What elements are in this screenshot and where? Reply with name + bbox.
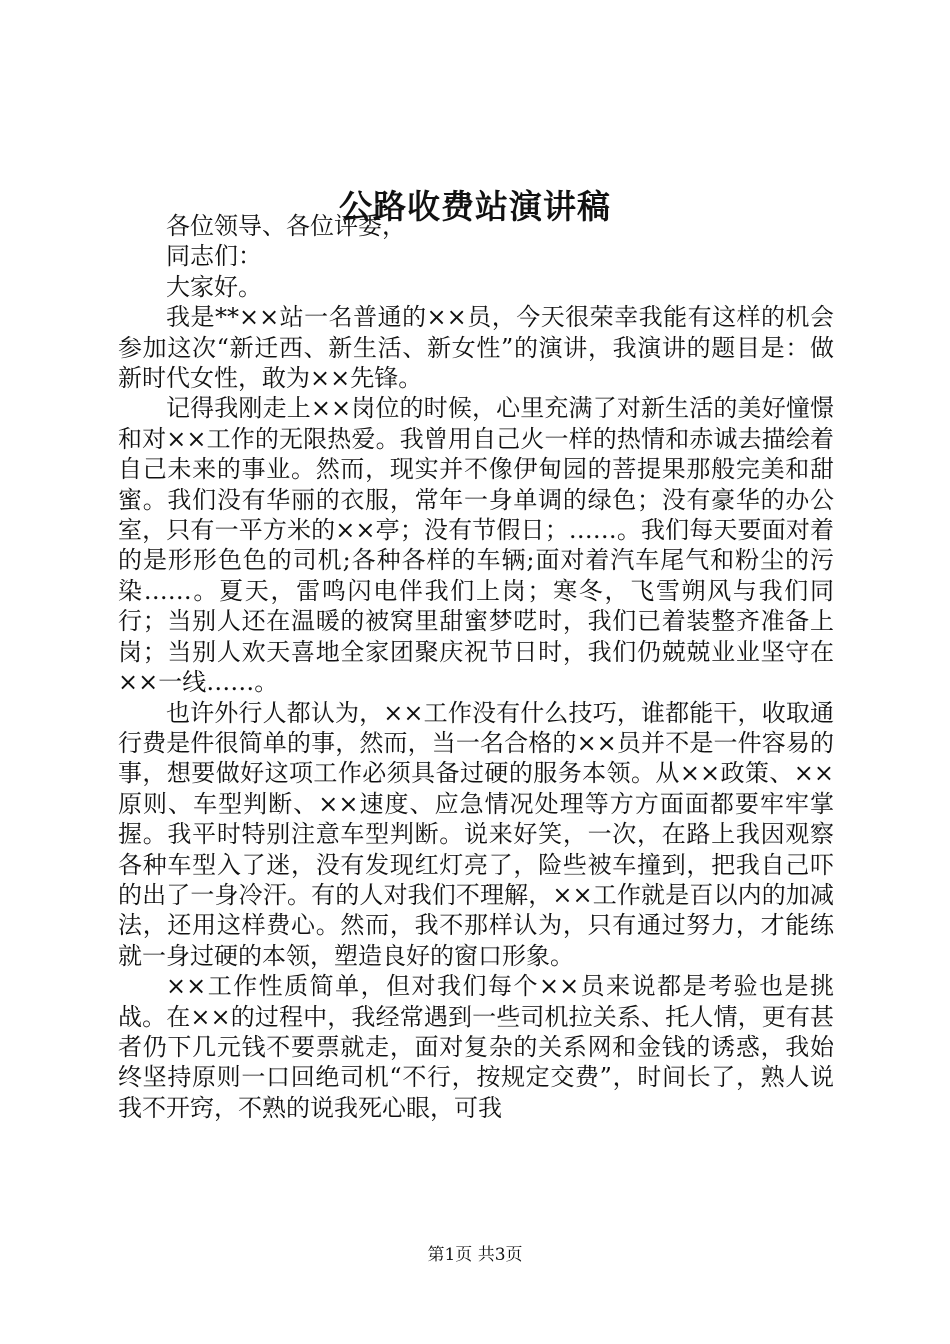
- body-paragraph: 我是**××站一名普通的××员，今天很荣幸我能有这样的机会参加这次“新迁西、新生活、新女性”的演讲，我演讲的题目是：做新时代女性，敢为××先锋。: [118, 303, 834, 393]
- body-paragraph: 也许外行人都认为，××工作没有什么技巧，谁都能干，收取通行费是件很简单的事，然而，当一名合格的××员并不是一件容易的事，想要做好这项工作必须具备过硬的服务本领。从××政策、××原则、车型判断、××速度、应急情况处理等方方面面都要牢牢掌握。我平时特别注意车型判断。说来好笑，一次，在路上我因观察各种车型入了迷，没有发现红灯亮了，险些被车撞到，把我自己吓的出了一身冷汗。有的人对我们不理解，××工作就是百以内的加减法，还用这样费心。然而，我不那样认为，只有通过努力，才能练就一身过硬的本领，塑造良好的窗口形象。: [118, 698, 834, 970]
- body-paragraph: ××工作性质简单，但对我们每个××员来说都是考验也是挑战。在××的过程中，我经常遇到一些司机拉关系、托人情，更有甚者仍下几元钱不要票就走，面对复杂的关系网和金钱的诱惑，我始终坚持原则一口回绝司机“不行，按规定交费”，时间长了，熟人说我不开窍，不熟的说我死心眼，可我: [118, 972, 834, 1122]
- salutation-line: 同志们：: [166, 242, 262, 271]
- page-footer: 第1页 共3页: [427, 1245, 523, 1265]
- salutation-line: 各位领导、各位评委，: [166, 212, 406, 240]
- body-paragraph: 记得我刚走上××岗位的时候，心里充满了对新生活的美好憧憬和对××工作的无限热爱。我曾用自己火一样的热情和赤诚去描绘着自己未来的事业。然而，现实并不像伊甸园的菩提果那般完美和甜蜜。我们没有华丽的衣服，常年一身单调的绿色；没有豪华的办公室，只有一平方米的××亭；没有节假日；……。我们每天要面对着的是形形色色的司机;各种各样的车辆;面对着汽车尾气和粉尘的污染……。夏天，雷鸣闪电伴我们上岗；寒冬，飞雪朔风与我们同行；当别人还在温暖的被窝里甜蜜梦呓时，我们已着装整齐准备上岗；当别人欢天喜地全家团聚庆祝节日时，我们仍兢兢业业坚守在××一线……。: [118, 394, 834, 697]
- document-body: [118, 211, 834, 1123]
- document-title: 公路收费站演讲稿: [339, 187, 611, 226]
- greeting-line: 大家好。: [166, 272, 262, 301]
